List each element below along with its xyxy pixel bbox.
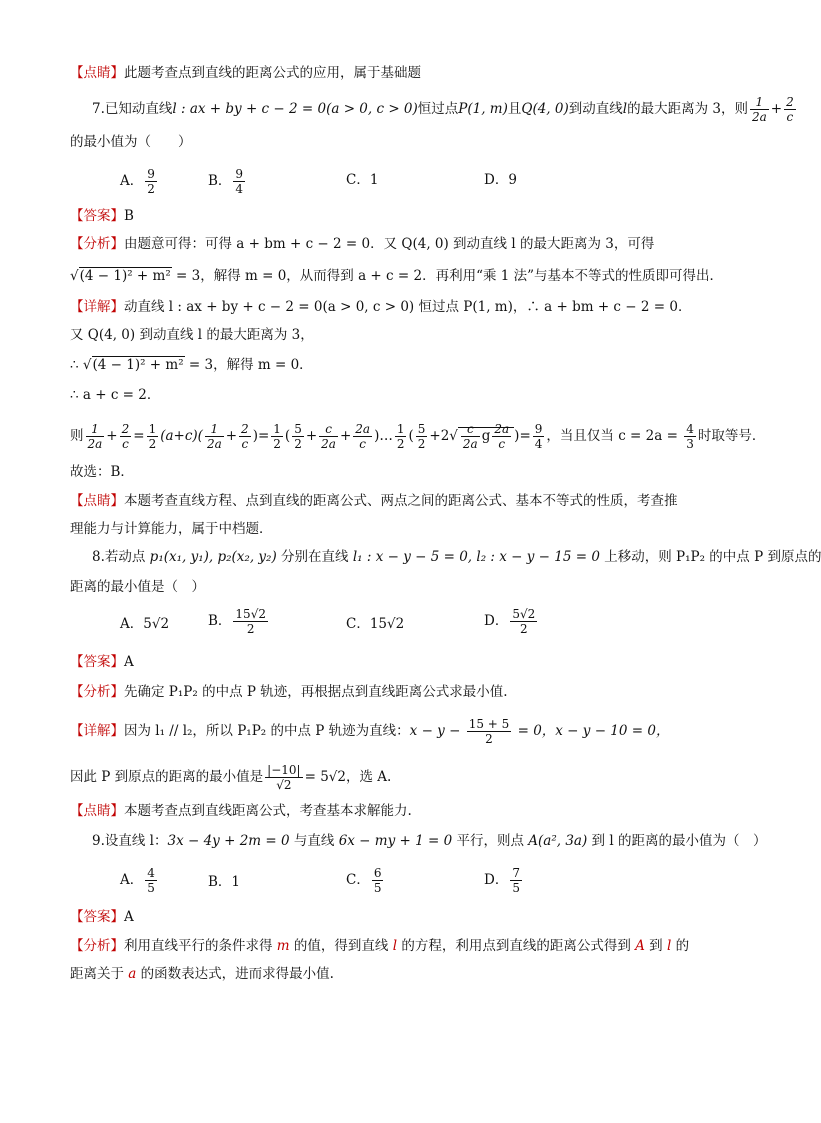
question-8-line-1: 8.若动点 p₁(x₁, y₁), p₂(x₂, y₂) 分别在直线 l₁ : x − y − 5 = 0, l₂ : x − y − 15 = 0 上移动，则 P₁P₂ 的中点 P 到原点的 bbox=[92, 549, 821, 565]
remark-line bbox=[70, 63, 421, 83]
remark-7-line-2: 理能力与计算能力，属于中档题． bbox=[70, 521, 273, 537]
analysis-9-line-1: 【分析】利用直线平行的条件求得 m 的值，得到直线 l 的方程，利用点到直线的距离公式得到 A 到 l 的 bbox=[70, 938, 690, 954]
q7-point-q: Q(4, 0) bbox=[521, 101, 569, 117]
q7-fraction-2: $\frac{2}{c}$ bbox=[786, 95, 794, 124]
analysis-7-line-2: √(4 − 1)² + m² = 3，解得 m = 0，从而得到 a + c = 2．再利用“乘 1 法”与基本不等式的性质即可得出． bbox=[70, 268, 724, 284]
q9-option-a: A． $\frac{4}{5}$ bbox=[120, 866, 155, 895]
q7-text: 且 bbox=[507, 101, 522, 117]
analysis-7-line-1: 【分析】由题意可得：可得 a + bm + c − 2 = 0．又 Q(4, 0) 到动直线 l 的最大距离为 3，可得 bbox=[70, 236, 655, 252]
question-9-line-1: 9.设直线 l：3x − 4y + 2m = 0 与直线 6x − my + 1 = 0 平行，则点 A(a², 3a) 到 l 的距离的最小值为（ ） bbox=[92, 833, 767, 849]
detail-8-line-1: 【详解】因为 l₁ // l₂，所以 P₁P₂ 的中点 P 轨迹为直线：x − y − $\frac{15 + 5}{2}$ = 0，x − y − 10 = 0， bbox=[70, 717, 670, 746]
q7-text: 的最大距离为 3，则 bbox=[627, 101, 748, 117]
remark-text: 此题考查点到直线的距离公式的应用，属于基础题 bbox=[124, 65, 421, 81]
detail-7-line-2: 又 Q(4, 0) 到动直线 l 的最大距离为 3， bbox=[70, 327, 314, 343]
q7-plus: + bbox=[770, 101, 783, 117]
q7-text: 到动直线 bbox=[568, 101, 623, 117]
q7-line-l: l bbox=[622, 101, 628, 117]
question-8-line-2: 距离的最小值是（ ） bbox=[70, 579, 205, 595]
q8-option-a: A．5√2 bbox=[120, 616, 170, 632]
analysis-8: 【分析】先确定 P₁P₂ 的中点 P 轨迹，再根据点到直线距离公式求最小值. bbox=[70, 684, 508, 700]
q7-text: 7.已知动直线 bbox=[92, 101, 173, 117]
q9-option-c: C． $\frac{6}{5}$ bbox=[346, 866, 382, 895]
q7-point-p: P(1, m) bbox=[458, 101, 508, 117]
q8-option-c: C．15√2 bbox=[346, 616, 405, 632]
q7-option-d: D．9 bbox=[484, 172, 517, 188]
detail-7-line-4: ∴ a + c = 2． bbox=[70, 387, 161, 403]
q7-line-eq: l : ax + by + c − 2 = 0(a > 0, c > 0) bbox=[172, 101, 418, 117]
answer-8: 【答案】A bbox=[70, 654, 134, 670]
q9-option-d: D． $\frac{7}{5}$ bbox=[484, 866, 520, 895]
q7-option-b: B． $\frac{9}{4}$ bbox=[208, 167, 244, 196]
question-7-line-1 bbox=[92, 95, 798, 124]
detail-7-line-3: ∴ √(4 − 1)² + m² = 3，解得 m = 0． bbox=[70, 357, 313, 373]
detail-7-line-6: 故选：B． bbox=[70, 464, 134, 480]
q8-option-d: D． $\frac{5√2}{2}$ bbox=[484, 607, 536, 636]
detail-8-line-2: 因此 P 到原点的距离的最小值是 $\frac{|-10|}{√2}$ = 5√2，选 A. bbox=[70, 763, 392, 792]
q8-option-b: B． $\frac{15√2}{2}$ bbox=[208, 607, 266, 636]
remark-7-line-1: 【点睛】本题考查直线方程、点到直线的距离公式、两点之间的距离公式、基本不等式的性质，考查推 bbox=[70, 493, 678, 509]
detail-7-line-5: 则 $\frac{1}{2a}$ + $\frac{2}{c}$ = $\frac{1}{2}$ (a+c)( $\frac{1}{2a}$ + $\frac{2}{c}$ )= $\frac{1}{2}$ ( $\frac{5}{2}$ + $\frac{c}{2a}$ + $\frac{2a}{c}$ )… $\frac{1}{2}$ ( $\frac{5}{2}$ +2√ $\frac{c}{2a}$ g $\frac{2a}{c}$ )= $\frac{9}{4}$ ，当且仅当 c = 2a = $\frac{4}{3}$ 时取等号． bbox=[70, 422, 766, 451]
answer-7: 【答案】B bbox=[70, 208, 134, 224]
detail-7-line-1: 【详解】动直线 l : ax + by + c − 2 = 0(a > 0, c > 0) 恒过点 P(1, m)，∴ a + bm + c − 2 = 0． bbox=[70, 299, 692, 315]
analysis-9-line-2: 距离关于 a 的函数表达式，进而求得最小值. bbox=[70, 966, 334, 982]
answer-9: 【答案】A bbox=[70, 909, 134, 925]
remark-tag: 【点睛】 bbox=[70, 65, 124, 81]
q7-fraction-1: $\frac{1}{2a}$ bbox=[751, 95, 767, 124]
question-7-line-2: 的最小值为（ ） bbox=[70, 134, 192, 150]
remark-8: 【点睛】本题考查点到直线距离公式，考查基本求解能力. bbox=[70, 803, 412, 819]
q7-option-c: C．1 bbox=[346, 172, 379, 188]
q7-option-a: A． $\frac{9}{2}$ bbox=[120, 167, 155, 196]
q9-option-b: B．1 bbox=[208, 874, 241, 890]
q7-text: 恒过点 bbox=[417, 101, 459, 117]
